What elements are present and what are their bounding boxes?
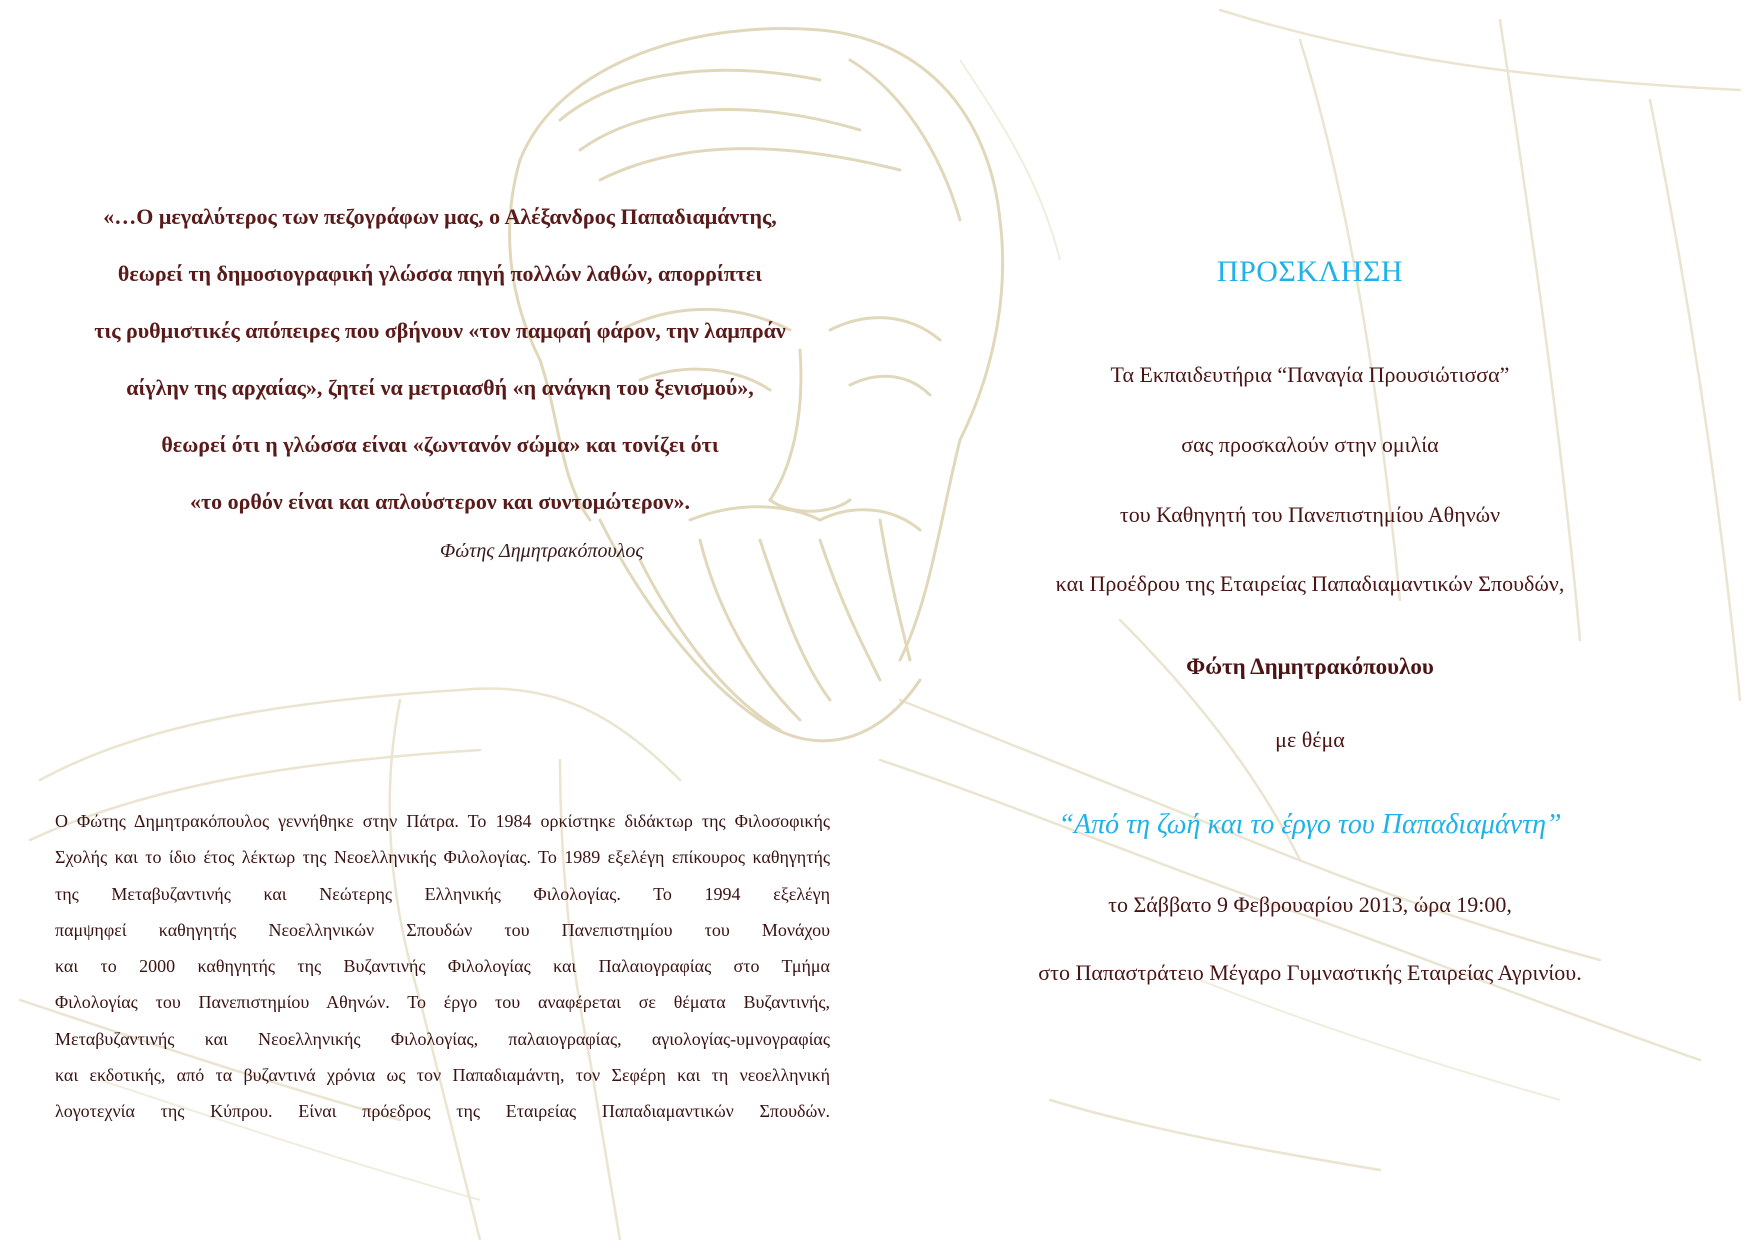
- bio-line: παμψηφεί καθηγητής Νεοελληνικών Σπουδών του Πανεπιστημίου του Μονάχου: [55, 919, 830, 940]
- bio-line: Ο Φώτης Δημητρακόπουλος γεννήθηκε στην Πάτρα. Το 1984 ορκίστηκε διδάκτωρ της Φιλοσοφικής: [55, 811, 830, 831]
- invitation-line: και Προέδρου της Εταιρείας Παπαδιαμαντικών Σπουδών,: [1055, 571, 1565, 596]
- quote-block: [60, 188, 820, 530]
- quote-line: «το ορθόν είναι και απλούστερον και συντομώτερον».: [190, 489, 690, 514]
- event-venue: στο Παπαστράτειο Μέγαρο Γυμναστικής Εταιρείας Αγρινίου.: [1038, 960, 1582, 985]
- bio-line: της Μεταβυζαντινής και Νεώτερης Ελληνικής Φιλολογίας. Το 1994 εξελέγη: [55, 883, 830, 904]
- bio-line: Μεταβυζαντινής και Νεοελληνικής Φιλολογίας, παλαιογραφίας, αγιολογίας-υμνογραφίας: [55, 1028, 830, 1049]
- lecture-topic: “Από τη ζωή και το έργο του Παπαδιαμάντη”: [1058, 809, 1562, 840]
- bio-line: Σχολής και το ίδιο έτος λέκτωρ της Νεοελληνικής Φιλολογίας. Το 1989 εξελέγη επίκουρος καθηγητής: [55, 847, 830, 868]
- quote-line: τις ρυθμιστικές απόπειρες που σβήνουν «τον παμφαή φάρον, την λαμπράν: [94, 318, 786, 343]
- biography-paragraph: [55, 803, 830, 1130]
- bio-line: και το 2000 καθηγητής της Βυζαντινής Φιλολογίας και Παλαιογραφίας στο Τμήμα: [55, 956, 830, 977]
- quote-author: Φώτης Δημητρακόπουλος: [440, 540, 644, 562]
- bio-line: Φιλολογίας του Πανεπιστημίου Αθηνών. Το έργο του αναφέρεται σε θέματα Βυζαντινής,: [55, 992, 830, 1013]
- invitation-title: ΠΡΟΣΚΛΗΣΗ: [1216, 255, 1404, 288]
- invitation-organizer: Τα Εκπαιδευτήρια “Παναγία Προυσιώτισσα”: [1110, 362, 1510, 387]
- bio-line: και εκδοτικής, από τα βυζαντινά χρόνια ως τον Παπαδιαμάντη, τον Σεφέρη και τη νεοελληνική: [55, 1065, 830, 1086]
- bio-line: λογοτεχνία της Κύπρου. Είναι πρόεδρος της Εταιρείας Παπαδιαμαντικών Σπουδών.: [55, 1101, 830, 1122]
- quote-line: «…Ο μεγαλύτερος των πεζογράφων μας, ο Αλέξανδρος Παπαδιαμάντης,: [103, 204, 777, 229]
- quote-line: θεωρεί ότι η γλώσσα είναι «ζωντανόν σώμα» και τονίζει ότι: [161, 432, 719, 457]
- invitation-line: του Καθηγητή του Πανεπιστημίου Αθηνών: [1119, 502, 1501, 527]
- quote-line: θεωρεί τη δημοσιογραφική γλώσσα πηγή πολλών λαθών, απορρίπτει: [117, 261, 763, 286]
- invitation-line: με θέμα: [1275, 727, 1345, 752]
- quote-line: αίγλην της αρχαίας», ζητεί να μετριασθή «η ανάγκη του ξενισμού»,: [126, 375, 754, 400]
- invitation-line: σας προσκαλούν στην ομιλία: [1181, 432, 1439, 457]
- event-date: το Σάββατο 9 Φεβρουαρίου 2013, ώρα 19:00,: [1108, 892, 1512, 917]
- speaker-name: Φώτη Δημητρακόπουλου: [1186, 654, 1434, 679]
